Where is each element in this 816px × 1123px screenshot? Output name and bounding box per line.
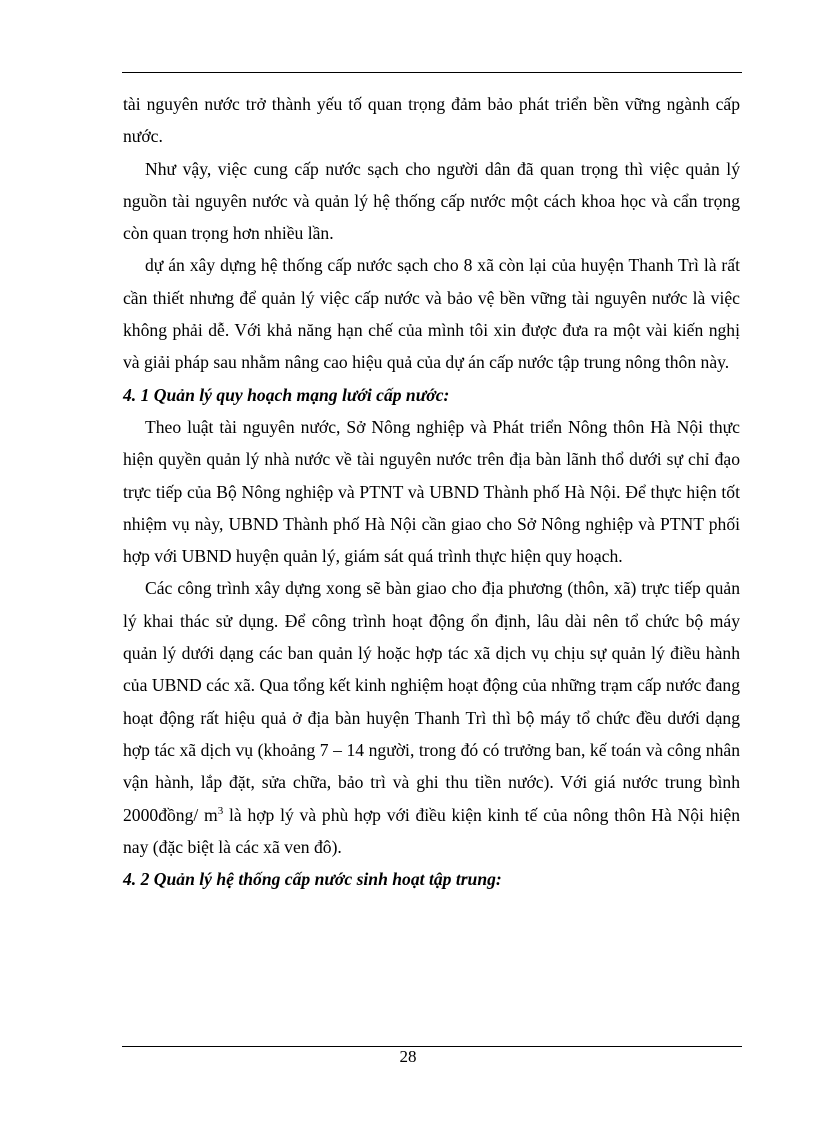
paragraph-operations bbox=[123, 572, 740, 863]
paragraph-operations-end: là hợp lý và phù hợp với điều kiện kinh tế của nông thôn Hà Nội hiện nay (đặc biệt là các xã ven đô). bbox=[123, 804, 740, 857]
page-body bbox=[123, 88, 740, 895]
header-rule bbox=[122, 72, 742, 73]
paragraph-water-management: Như vậy, việc cung cấp nước sạch cho người dân đã quan trọng thì việc quản lý nguồn tài nguyên nước và quản lý hệ thống cấp nước một cách khoa học và cẩn trọng còn quan trọng hơn nhiều lần. bbox=[123, 158, 740, 244]
section-heading-4-2: 4. 2 Quản lý hệ thống cấp nước sinh hoạt tập trung: bbox=[123, 869, 502, 890]
paragraph-water-law: Theo luật tài nguyên nước, Sở Nông nghiệp và Phát triển Nông thôn Hà Nội thực hiện quyền quản lý nhà nước về tài nguyên nước trên địa bàn lãnh thổ dưới sự chỉ đạo trực tiếp của Bộ Nông nghiệp và PTNT và UBND Thành phố Hà Nội. Để thực hiện tốt nhiệm vụ này, UBND Thành phố Hà Nội cần giao cho Sở Nông nghiệp và PTNT phối hợp với UBND huyện quản lý, giám sát quá trình thực hiện quy hoạch. bbox=[123, 416, 740, 567]
paragraph-operations-text: Các công trình xây dựng xong sẽ bàn giao cho địa phương (thôn, xã) trực tiếp quản lý khai thác sử dụng. Để công trình hoạt động ổn định, lâu dài nên tổ chức bộ máy quản lý dưới dạng các ban quản lý hoặc hợp tác xã dịch vụ chịu sự quản lý điều hành của UBND các xã. Qua tổng kết kinh nghiệm hoạt động của những trạm cấp nước đang hoạt động rất hiệu quả ở địa bàn huyện Thanh Trì thì bộ máy tổ chức đều dưới dạng hợp tác xã dịch vụ (khoảng 7 – 14 người, trong đó có trưởng ban, kế toán và công nhân vận hành, lắp đặt, sửa chữa, bảo trì và ghi thu tiền nước). Với giá nước trung bình 2000đồng/ m bbox=[123, 578, 740, 825]
paragraph-project-necessity: dự án xây dựng hệ thống cấp nước sạch cho 8 xã còn lại của huyện Thanh Trì là rất cần thiết nhưng để quản lý việc cấp nước và bảo vệ bền vững tài nguyên nước là việc không phải dễ. Với khả năng hạn chế của mình tôi xin được đưa ra một vài kiến nghị và giải pháp sau nhằm nâng cao hiệu quả của dự án cấp nước tập trung nông thôn này. bbox=[123, 255, 740, 373]
superscript-cubic: 3 bbox=[217, 804, 224, 817]
section-heading-4-1: 4. 1 Quản lý quy hoạch mạng lưới cấp nước: bbox=[123, 384, 450, 405]
page-number: 28 bbox=[399, 1047, 417, 1066]
paragraph-continuation: tài nguyên nước trở thành yếu tố quan trọng đảm bảo phát triển bền vững ngành cấp nước. bbox=[123, 94, 740, 147]
